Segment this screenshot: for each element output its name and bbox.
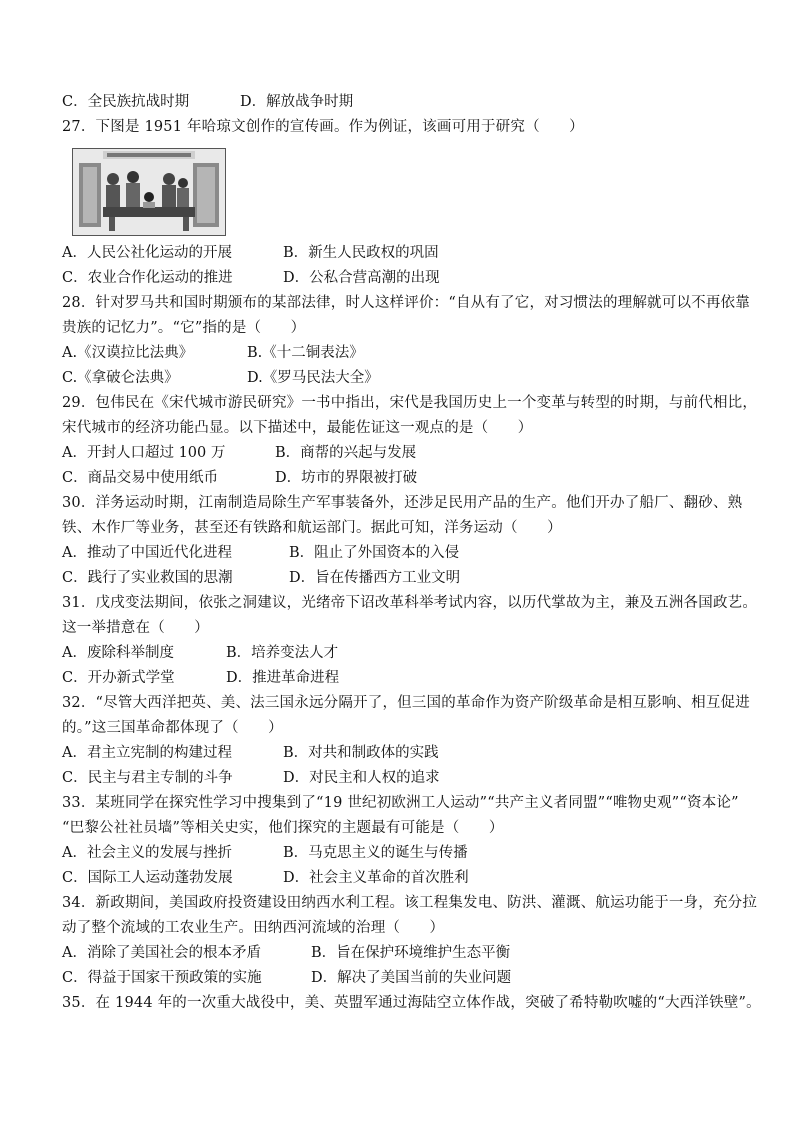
q28-option-b: B.《十二铜表法》 [247, 345, 364, 361]
q33-option-d: D．社会主义革命的首次胜利 [283, 870, 469, 886]
q31-option-c: C．开办新式学堂 [62, 670, 175, 686]
q33-option-c: C．国际工人运动蓬勃发展 [62, 870, 233, 886]
q32-option-a: A．君主立宪制的构建过程 [62, 745, 232, 761]
q27-option-a: A．人民公社化运动的开展 [62, 245, 232, 261]
q31-stem-line1: 31．戊戌变法期间，依张之洞建议，光绪帝下诏改革科举考试内容，以历代掌故为主，兼及五洲各国政艺。 [62, 595, 758, 611]
q33-stem-line2: “巴黎公社社员墙”等相关史实，他们探究的主题最有可能是（ ） [62, 820, 504, 836]
q27-option-c: C．农业合作化运动的推进 [62, 270, 233, 286]
q30-stem-line1: 30．洋务运动时期，江南制造局除生产军事装备外，还涉足民用产品的生产。他们开办了船厂、翻砂、熟 [62, 495, 743, 511]
q30-option-c: C．践行了实业救国的思潮 [62, 570, 233, 586]
q34-option-b: B．旨在保护环境维护生态平衡 [311, 945, 511, 961]
q31-option-a: A．废除科举制度 [62, 645, 174, 661]
q28-stem-line2: 贵族的记忆力”。“它”指的是（ ） [62, 320, 306, 336]
q28-option-d: D.《罗马民法大全》 [247, 370, 379, 386]
q34-stem-line2: 动了整个流域的工农业生产。田纳西河流域的治理（ ） [62, 920, 445, 936]
q33-option-b: B．马克思主义的诞生与传播 [283, 845, 468, 861]
q28-option-a: A.《汉谟拉比法典》 [62, 345, 194, 361]
q34-option-a: A．消除了美国社会的根本矛盾 [62, 945, 261, 961]
q29-stem-line1: 29．包伟民在《宋代城市游民研究》一书中指出，宋代是我国历史上一个变革与转型的时期，与前代相比， [62, 395, 758, 411]
q29-option-a: A．开封人口超过 100 万 [62, 445, 226, 461]
q30-option-b: B．阻止了外国资本的入侵 [289, 545, 460, 561]
q30-option-d: D．旨在传播西方工业文明 [289, 570, 461, 586]
q32-option-d: D．对民主和人权的追求 [283, 770, 440, 786]
q29-option-c: C．商品交易中使用纸币 [62, 470, 219, 486]
q28-option-c: C.《拿破仑法典》 [62, 370, 179, 386]
q34-option-c: C．得益于国家干预政策的实施 [62, 970, 262, 986]
q30-option-a: A．推动了中国近代化进程 [62, 545, 232, 561]
q34-option-d: D．解决了美国当前的失业问题 [311, 970, 512, 986]
q31-option-b: B．培养变法人才 [226, 645, 339, 661]
q27-option-b: B．新生人民政权的巩固 [283, 245, 439, 261]
q27-option-d: D．公私合营高潮的出现 [283, 270, 440, 286]
q32-option-b: B．对共和制政体的实践 [283, 745, 439, 761]
q35-stem-line1: 35．在 1944 年的一次重大战役中，美、英盟军通过海陆空立体作战，突破了希特勒吹嘘的“大西洋铁壁”。 [62, 995, 761, 1011]
q31-stem-line2: 这一举措意在（ ） [62, 620, 209, 636]
q33-stem-line1: 33．某班同学在探究性学习中搜集到了“19 世纪初欧洲工人运动”“共产主义者同盟”“唯物史观”“资本论” [62, 795, 739, 811]
q31-option-d: D．推进革命进程 [226, 670, 340, 686]
q33-option-a: A．社会主义的发展与挫折 [62, 845, 232, 861]
q32-option-c: C．民主与君主专制的斗争 [62, 770, 233, 786]
q27-stem: 27．下图是 1951 年哈琼文创作的宣传画。作为例证，该画可用于研究（ ） [62, 119, 584, 135]
q26-option-c: C．全民族抗战时期 [62, 94, 190, 110]
q32-stem-line1: 32．“尽管大西洋把英、美、法三国永远分隔开了，但三国的革命作为资产阶级革命是相互影响、相互促进 [62, 695, 750, 711]
q29-option-b: B．商帮的兴起与发展 [275, 445, 417, 461]
propaganda-poster-image [72, 148, 226, 236]
q26-option-d: D．解放战争时期 [240, 94, 354, 110]
q34-stem-line1: 34．新政期间，美国政府投资建设田纳西水利工程。该工程集发电、防洪、灌溉、航运功能于一身，充分拉 [62, 895, 758, 911]
q28-stem-line1: 28．针对罗马共和国时期颁布的某部法律，时人这样评价：“自从有了它，对习惯法的理解就可以不再依靠 [62, 295, 750, 311]
q29-option-d: D．坊市的界限被打破 [275, 470, 418, 486]
q29-stem-line2: 宋代城市的经济功能凸显。以下描述中，最能佐证这一观点的是（ ） [62, 420, 533, 436]
q30-stem-line2: 铁、木作厂等业务，甚至还有铁路和航运部门。据此可知，洋务运动（ ） [62, 520, 562, 536]
q32-stem-line2: 的。”这三国革命都体现了（ ） [62, 720, 283, 736]
